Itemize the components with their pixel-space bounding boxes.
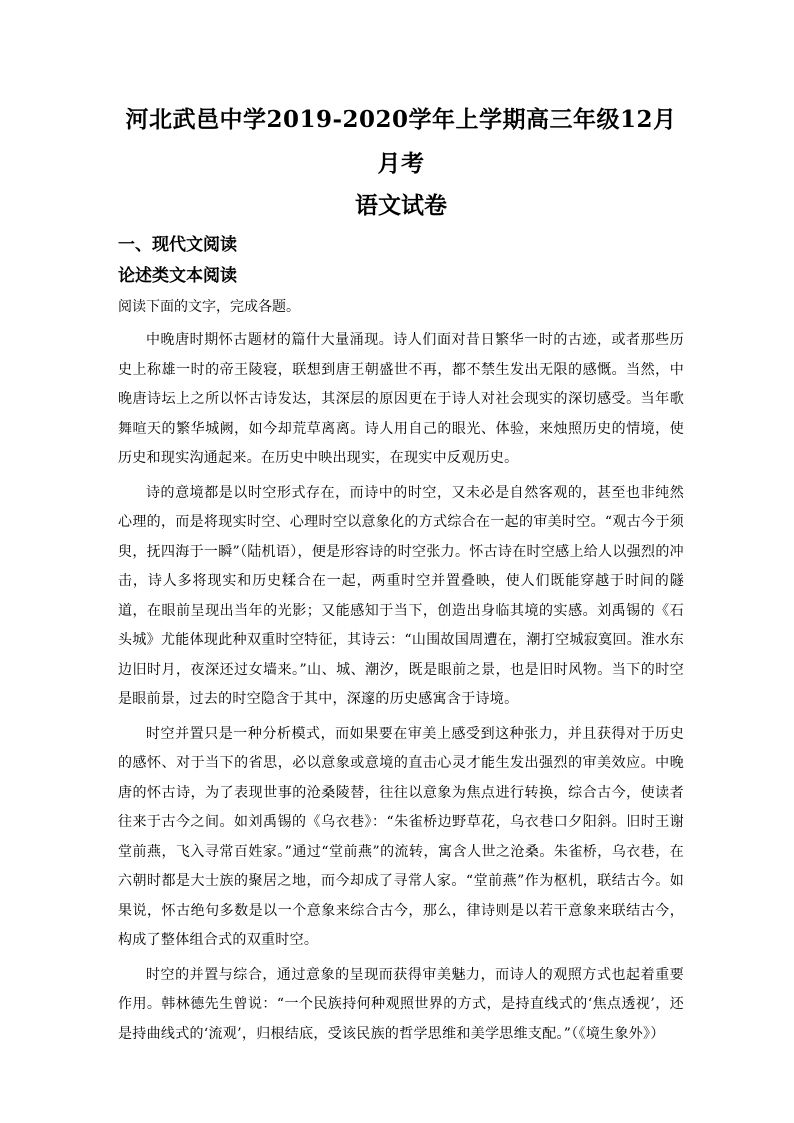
passage-paragraph-4: 时空的并置与综合，通过意象的呈现而获得审美魅力，而诗人的观照方式也起着重要作用。韩林德先生曾说：“一个民族持何种观照世界的方式，是持直线式的‘焦点透视’，还是持曲线式的‘流观’，归根结底，受该民族的哲学思维和美学思维支配。”（《境生象外》） <box>118 966 684 1042</box>
exam-subtitle: 语文试卷 <box>355 192 447 219</box>
exam-title: 河北武邑中学2019-2020学年上学期高三年级12月月考 <box>125 106 677 177</box>
passage-paragraph-2: 诗的意境都是以时空形式存在，而诗中的时空，又未必是自然客观的，甚至也非纯然心理的，而是将现实时空、心理时空以意象化的方式综合在一起的审美时空。“观古今于须臾，抚四海于一瞬”（陆机语），便是形容诗的时空张力。怀古诗在时空感上给人以强烈的冲击，诗人多将现实和历史糅合在一起，两重时空并置叠映，使人们既能穿越于时间的隧道，在眼前呈现出当年的光影；又能感知于当下，创造出身临其境的实感。刘禹锡的《石头城》尤能体现此种双重时空特征，其诗云：“山围故国周遭在，潮打空城寂寞回。淮水东边旧时月，夜深还过女墙来。”山、城、潮汐，既是眼前之景，也是旧时风物。当下的时空是眼前景，过去的时空隐含于其中，深邃的历史感寓含于诗境。 <box>118 484 684 707</box>
section-heading: 一、现代文阅读 <box>118 235 237 255</box>
reading-instruction: 阅读下面的文字，完成各题。 <box>118 299 300 315</box>
subsection-heading: 论述类文本阅读 <box>118 266 237 286</box>
passage-paragraph-1: 中晚唐时期怀古题材的篇什大量涌现。诗人们面对昔日繁华一时的古迹，或者那些历史上称雄一时的帝王陵寝，联想到唐王朝盛世不再，都不禁生发出无限的感慨。当然，中晚唐诗坛上之所以怀古诗发达，其深层的原因更在于诗人对社会现实的深切感受。当年歌舞喧天的繁华城阙，如今却荒草离离。诗人用自己的眼光、体验，来烛照历史的情境，使历史和现实沟通起来。在历史中映出现实，在现实中反观历史。 <box>118 332 684 466</box>
passage-paragraph-3: 时空并置只是一种分析模式，而如果要在审美上感受到这种张力，并且获得对于历史的感怀、对于当下的省思，必以意象或意境的直击心灵才能生发出强烈的审美效应。中晚唐的怀古诗，为了表现世事的沧桑陵替，往往以意象为焦点进行转换，综合古今，使读者往来于古今之间。如刘禹锡的《乌衣巷》：“朱雀桥边野草花，乌衣巷口夕阳斜。旧时王谢堂前燕，飞入寻常百姓家。”通过“堂前燕”的流转，寓含人世之沧桑。朱雀桥，乌衣巷，在六朝时都是大士族的聚居之地，而今却成了寻常人家。“堂前燕”作为枢机，联结古今。如果说，怀古绝句多数是以一个意象来综合古今，那么，律诗则是以若干意象来联结古今，构成了整体组合式的双重时空。 <box>118 725 684 948</box>
